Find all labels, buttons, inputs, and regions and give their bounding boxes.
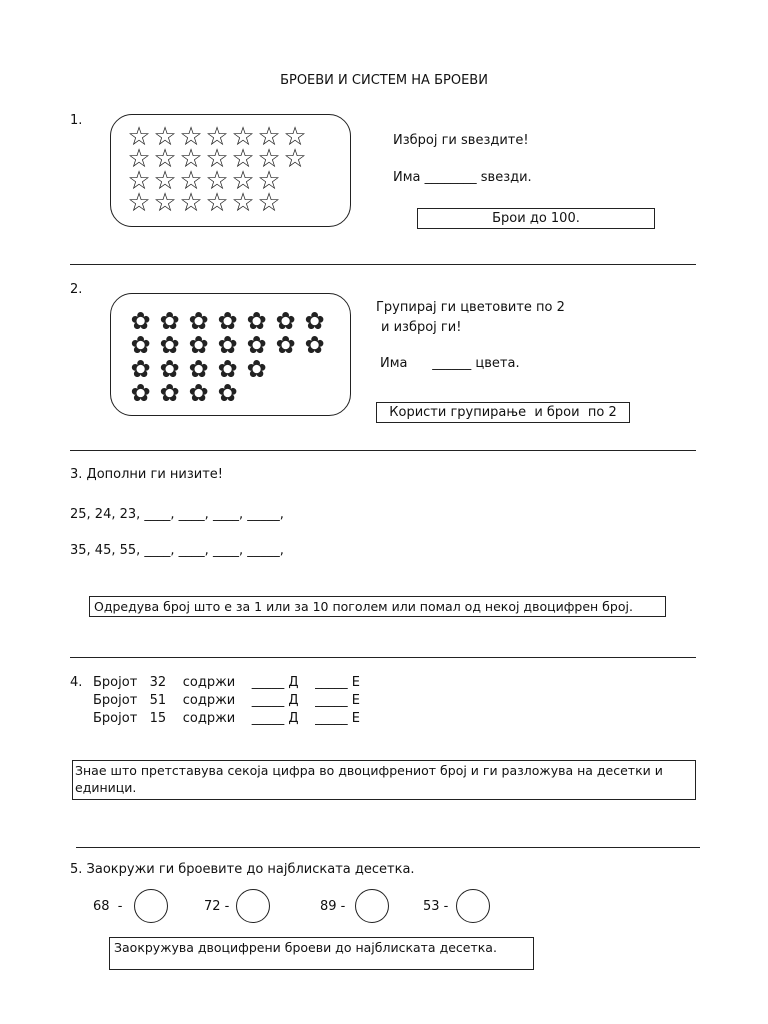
flower-icon: ✿: [188, 307, 209, 335]
star-icon: ☆: [205, 144, 229, 174]
flower-row: [126, 309, 329, 333]
flower-icon: ✿: [159, 379, 180, 407]
divider-4: [76, 847, 700, 848]
flower-row: [126, 381, 242, 405]
flower-icon: ✿: [246, 355, 267, 383]
exercise-1-answer-line[interactable]: Има ________ ѕвезди.: [393, 170, 532, 185]
star-icon: ☆: [153, 188, 177, 218]
flower-icon: ✿: [159, 307, 180, 335]
divider-2: [70, 450, 696, 451]
star-icon: ☆: [127, 188, 151, 218]
star-icon: ☆: [179, 188, 203, 218]
flower-icon: ✿: [188, 379, 209, 407]
exercise-3-series-1[interactable]: 25, 24, 23, ____, ____, ____, _____,: [70, 507, 284, 522]
flower-icon: ✿: [130, 307, 151, 335]
exercise-5-heading: 5. Заокружи ги броевите до најблиската десетка.: [70, 862, 415, 877]
flower-icon: ✿: [159, 331, 180, 359]
exercise-2-instruction-2: и изброј ги!: [381, 320, 462, 335]
star-icon: ☆: [179, 166, 203, 196]
flower-row: [126, 333, 329, 357]
flower-icon: ✿: [159, 355, 180, 383]
star-icon: ☆: [257, 166, 281, 196]
flower-icon: ✿: [130, 379, 151, 407]
star-icon: ☆: [153, 166, 177, 196]
flower-row: [126, 357, 271, 381]
exercise-4-outcome-line-2: единици.: [75, 780, 137, 795]
star-icon: ☆: [127, 122, 151, 152]
star-icon: ☆: [127, 166, 151, 196]
star-icon: ☆: [231, 166, 255, 196]
exercise-2-number: 2.: [70, 282, 83, 297]
star-icon: ☆: [257, 188, 281, 218]
exercise-2-instruction-1: Групирај ги цветовите по 2: [376, 300, 565, 315]
answer-circle-72[interactable]: [236, 889, 270, 923]
flower-icon: ✿: [275, 307, 296, 335]
exercise-4-number: 4.: [70, 675, 83, 690]
flower-icon: ✿: [217, 307, 238, 335]
exercise-5-outcome-box: Заокружува двоцифрени броеви до најблиската десетка.: [109, 937, 534, 970]
flower-icon: ✿: [246, 307, 267, 335]
star-icon: ☆: [283, 122, 307, 152]
round-item-label-89: 89 -: [320, 899, 346, 914]
exercise-4-row-2[interactable]: Бројот 51 содржи _____ Д _____ Е: [93, 693, 360, 708]
star-icon: ☆: [283, 144, 307, 174]
exercise-4-outcome-box: [72, 760, 696, 800]
star-icon: ☆: [179, 144, 203, 174]
star-icon: ☆: [257, 122, 281, 152]
divider-1: [70, 264, 696, 265]
star-icon: ☆: [205, 166, 229, 196]
star-row: [126, 188, 282, 218]
divider-3: [70, 657, 696, 658]
star-icon: ☆: [179, 122, 203, 152]
exercise-4-outcome-line-1: Знае што претставува секоја цифра во двоцифрениот број и ги разложува на десетки и: [75, 763, 663, 778]
flower-icon: ✿: [188, 331, 209, 359]
round-item-label-68: 68 -: [93, 899, 123, 914]
star-icon: ☆: [205, 122, 229, 152]
exercise-3-series-2[interactable]: 35, 45, 55, ____, ____, ____, _____,: [70, 543, 284, 558]
star-icon: ☆: [205, 188, 229, 218]
flower-icon: ✿: [246, 331, 267, 359]
exercise-1-instruction: Изброј ги ѕвездите!: [393, 133, 529, 148]
answer-circle-89[interactable]: [355, 889, 389, 923]
star-icon: ☆: [231, 188, 255, 218]
exercise-3-outcome-box: Одредува број што е за 1 или за 10 поголем или помал од некој двоцифрен број.: [89, 596, 666, 617]
answer-circle-68[interactable]: [134, 889, 168, 923]
star-icon: ☆: [231, 144, 255, 174]
star-icon: ☆: [231, 122, 255, 152]
exercise-1-number: 1.: [70, 113, 83, 128]
flower-icon: ✿: [304, 307, 325, 335]
exercise-2-answer-line[interactable]: Има ______ цвета.: [380, 356, 520, 371]
star-icon: ☆: [257, 144, 281, 174]
page-title: БРОЕВИ И СИСТЕМ НА БРОЕВИ: [280, 73, 488, 88]
exercise-3-heading: 3. Дополни ги низите!: [70, 467, 223, 482]
star-icon: ☆: [127, 144, 151, 174]
flower-icon: ✿: [217, 355, 238, 383]
flower-icon: ✿: [130, 331, 151, 359]
answer-circle-53[interactable]: [456, 889, 490, 923]
exercise-1-outcome-box: Брои до 100.: [417, 208, 655, 229]
exercise-2-outcome-box: Користи групирање и брои по 2: [376, 402, 630, 423]
star-icon: ☆: [153, 122, 177, 152]
exercise-4-row-3[interactable]: Бројот 15 содржи _____ Д _____ Е: [93, 711, 360, 726]
flower-icon: ✿: [304, 331, 325, 359]
flower-icon: ✿: [130, 355, 151, 383]
flower-icon: ✿: [217, 331, 238, 359]
flower-icon: ✿: [217, 379, 238, 407]
exercise-4-row-1[interactable]: Бројот 32 содржи _____ Д _____ Е: [93, 675, 360, 690]
round-item-label-72: 72 -: [204, 899, 230, 914]
star-icon: ☆: [153, 144, 177, 174]
flower-icon: ✿: [188, 355, 209, 383]
round-item-label-53: 53 -: [423, 899, 449, 914]
flower-icon: ✿: [275, 331, 296, 359]
